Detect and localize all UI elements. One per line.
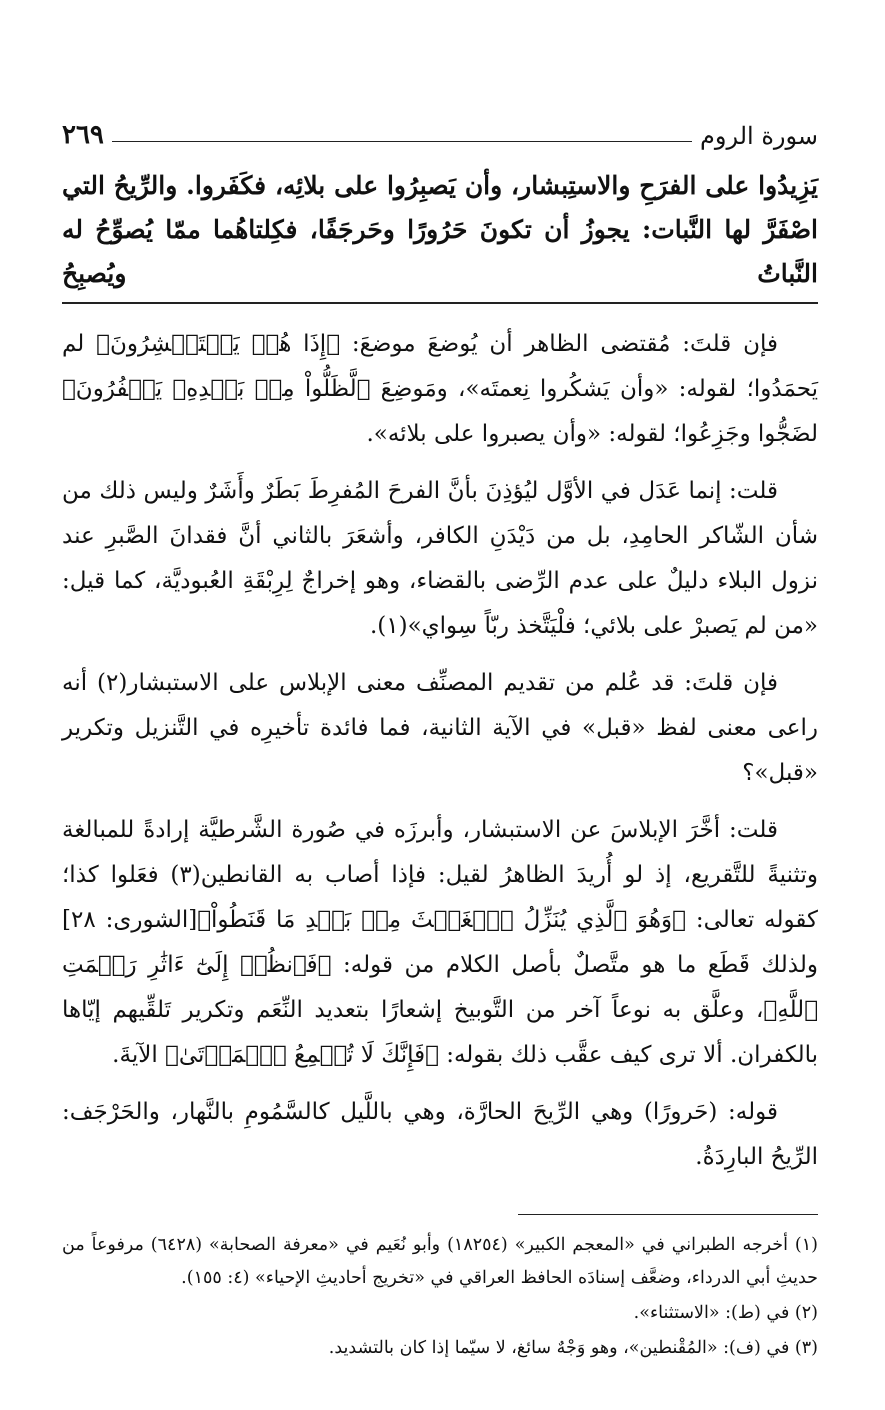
footnote: (٢) في (ط): «الاستثناء».	[633, 1303, 818, 1323]
page-number: ٢٦٩	[62, 120, 104, 150]
running-header	[62, 110, 818, 150]
footnote-separator	[518, 1214, 818, 1215]
commentary-paragraph: فإن قلتَ: قد عُلم من تقديم المصنِّف معنى الإبلاس على الاستبشار(٢) أنه راعى معنى لفظ «قبل» في الآية الثانية، فما فائدة تأخيرِه في التَّنزيل وتكرير «قبل»؟	[62, 670, 818, 786]
commentary-paragraph: قلت: أخَّرَ الإبلاسَ عن الاستبشار، وأبرزَه في صُورة الشَّرطيَّة إرادةً للمبالغة وتثنيةً للتَّقريع، إذ لو أُريدَ الظاهرُ لقيل: فإذا أصاب به القانطين(٣) فعَلوا كذا؛ كقوله تعالى: ﴿وَهُوَ ٱلَّذِي يُنَزِّلُ ٱلۡغَيۡثَ مِنۢ بَعۡدِ مَا قَنَطُواْ﴾[الشورى: ٢٨] ولذلك قَطَع ما هو متَّصلٌ بأصل الكلام من قوله: ﴿فَٱنظُرۡ إِلَىٰٓ ءَاثَٰرِ رَحۡمَتِ ٱللَّهِ﴾، وعلَّق به نوعاً آخر من التَّوبيخ إشعارًا بتعديد النِّعَم وتكرير تَلقِّيهم إيّاها بالكفران. ألا ترى كيف عقَّب ذلك بقوله: ﴿فَإِنَّكَ لَا تُسۡمِعُ ٱلۡمَوۡتَىٰ﴾ الآيةَ.	[62, 817, 818, 1068]
header-rule	[112, 141, 692, 142]
footnotes	[62, 1229, 818, 1365]
commentary-paragraph: قوله: (حَرورًا) وهي الرِّيحَ الحارَّة، وهي باللَّيل كالسَّمُومِ بالنَّهار، والحَرْجَف: الرِّيحُ البارِدَةُ.	[62, 1099, 818, 1170]
commentary-paragraph: قلت: إنما عَدَل في الأوَّل ليُؤذِنَ بأنَّ الفرحَ المُفرِطَ بَطَرٌ وأَشَرٌ وليس ذلك من شأن الشّاكر الحامِدِ، بل من دَيْدَنِ الكافر، وأشعَرَ بالثاني أنَّ فقدانَ الصَّبرِ عند نزول البلاء دليلٌ على عدم الرِّضى بالقضاء، وهو إخراجٌ لِرِبْقَةِ العُبوديَّة، كما قيل: «من لم يَصبرْ على بلائي؛ فلْيَتَّخذ ربّاً سِواي»(١).	[62, 478, 818, 639]
book-page	[62, 110, 818, 1367]
surah-title: سورة الروم	[700, 122, 818, 150]
commentary	[62, 322, 818, 1180]
commentary-paragraph: فإن قلتَ: مُقتضى الظاهر أن يُوضعَ موضعَ: ﴿إِذَا هُمۡ يَسۡتَبۡشِرُونَ﴾ لم يَحمَدُوا؛ لقوله: «وأن يَشكُروا نِعمتَه»، ومَوضِعَ ﴿لَّظَلُّواْ مِنۢ بَعۡدِهِۦ يَكۡفُرُونَ﴾ لضَجُّوا وجَزِعُوا؛ لقوله: «وأن يصبروا على بلائه».	[62, 331, 818, 447]
footnote: (١) أخرجه الطبراني في «المعجم الكبير» (١٨٢٥٤) وأبو نُعَيم في «معرفة الصحابة» (٦٤٢٨) مرفوعاً من حديثِ أبي الدرداء، وضعَّف إسنادَه الحافظ العراقي في «تخريج أحاديثِ الإحياء» (٤: ١٥٥).	[62, 1235, 818, 1288]
footnote: (٣) في (ف): «المُقْنطين»، وهو وَجْهٌ سائغ، لا سيّما إذا كان بالتشديد.	[328, 1338, 818, 1358]
main-text: يَزِيدُوا على الفرَحِ والاستِبشار، وأن يَصبِرُوا على بلائِه، فكَفَروا. والرِّيحُ التي اصْفَرَّ لها النَّبات: يجوزُ أن تكونَ حَرُورًا وحَرجَفًا، فكِلتاهُما ممّا يُصوِّحُ له النَّباتُ ويُصبِحُ	[62, 164, 818, 304]
